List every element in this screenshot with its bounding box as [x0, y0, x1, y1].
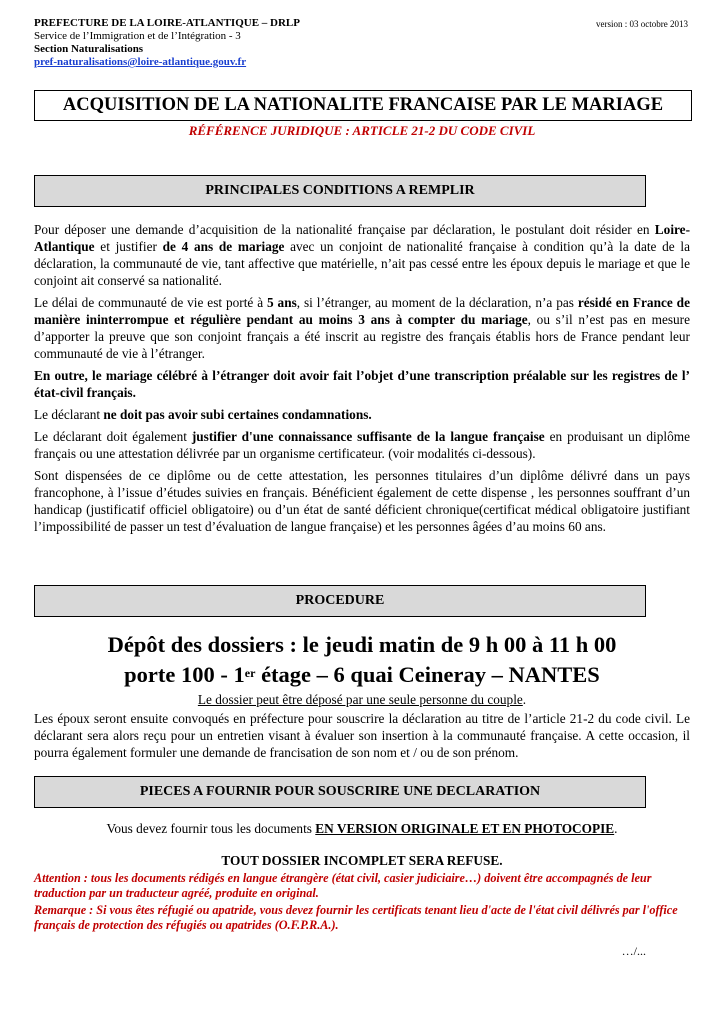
text-run-underlined: Le dossier peut être déposé par une seule personne du couple	[197, 692, 523, 707]
conditions-paragraph	[34, 294, 690, 362]
text-run: et justifier	[94, 239, 163, 254]
pieces-notes	[34, 871, 690, 935]
text-run: .	[522, 692, 527, 707]
text-run: avec un conjoint de nationalité française à condition qu’à la date de la déclaration, la communauté de vie, tant affective que matérielle, n’ait pas cessé entre les époux depuis le mariage et que le conjoint ait conservé sa nationalité.	[34, 239, 690, 288]
section-heading-pieces: PIECES A FOURNIR POUR SOUSCRIRE UNE DECLARATION	[34, 776, 646, 808]
incomplete-warning: TOUT DOSSIER INCOMPLET SERA REFUSE.	[221, 853, 503, 868]
text-run: porte 100 - 1	[124, 662, 245, 687]
conditions-paragraph	[34, 428, 690, 462]
section-heading-procedure: PROCEDURE	[34, 585, 646, 617]
deposit-hours: Dépôt des dossiers : le jeudi matin de 9 h 00 à 11 h 00	[107, 632, 617, 657]
conditions-paragraph	[34, 221, 690, 289]
superscript: er	[244, 666, 256, 680]
header-section: Section Naturalisations	[34, 43, 144, 55]
page-header	[34, 17, 694, 69]
section-heading-conditions: PRINCIPALES CONDITIONS A REMPLIR	[34, 175, 646, 207]
conditions-paragraph: Sont dispensées de ce diplôme ou de cette attestation, les personnes titulaires d’un diplôme délivré dans un pays francophone, à l’issue d’études suivies en français. Bénéficient également de cette dispense , les personnes souffrant d’un handicap (justificatif officiel obligatoire) ou d’un état de santé déficient chronique(certificat médical obligatoire justifiant l’impossibilité de passer un test d’évaluation de langue française) et les personnes âgées d’au moins 60 ans.	[34, 468, 690, 534]
header-email-link[interactable]: pref-naturalisations@loire-atlantique.gouv.fr	[34, 56, 247, 68]
text-run-bold: justifier d'une connaissance suffisante de la langue française	[191, 429, 545, 444]
text-run: Le déclarant doit également	[34, 429, 192, 444]
text-run: Le déclarant	[34, 407, 104, 422]
attention-note: Attention : tous les documents rédigés en langue étrangère (état civil, casier judiciaire…) doivent être accompagnés de leur traduction par un traducteur agréé, produite en original.	[34, 871, 652, 900]
header-org: PREFECTURE DE LA LOIRE-ATLANTIQUE – DRLP	[34, 17, 300, 29]
text-run: en produisant un diplôme français ou une attestation délivrée par un organisme certificateur. (voir modalités ci-dessous).	[34, 429, 690, 461]
text-run: , ou s’il n’est pas en mesure d’apporter la preuve que son conjoint français a été inscrit au registre des français établis hors de France pendant leur communauté de vie à l’étranger.	[34, 312, 690, 361]
conditions-paragraph	[34, 406, 690, 423]
legal-reference: RÉFÉRENCE JURIDIQUE : ARTICLE 21-2 DU CODE CIVIL	[188, 123, 536, 138]
procedure-paragraph: Les époux seront ensuite convoqués en préfecture pour souscrire la déclaration au titre de l’article 21-2 du code civil. Le déclarant sera alors reçu pour un entretien visant à évaluer son insertion à la communauté française. A cette occasion, il pourra également formuler une demande de francisation de son nom et / ou de son prénom.	[34, 711, 690, 760]
deposit-address	[34, 660, 690, 690]
deposit-note	[34, 692, 690, 708]
text-run: étage – 6 quai Ceineray – NANTES	[255, 662, 600, 687]
pieces-intro	[34, 821, 690, 837]
text-run-bold: 5 ans	[267, 295, 297, 310]
text-run: , si l’étranger, au moment de la déclaration, n’a pas	[296, 295, 578, 310]
text-run-bold-underlined: EN VERSION ORIGINALE ET EN PHOTOCOPIE	[315, 821, 615, 836]
text-run-bold: de 4 ans de mariage	[162, 239, 285, 254]
procedure-body	[34, 710, 690, 766]
text-run-bold: résidé en France de manière ininterrompue et régulière pendant au moins 3 ans à compter du mariage	[34, 295, 690, 327]
header-version: version : 03 octobre 2013	[596, 19, 688, 29]
text-run: .	[614, 821, 618, 836]
text-run-bold: ne doit pas avoir subi certaines condamnations.	[103, 407, 372, 422]
text-run: Vous devez fournir tous les documents	[106, 821, 316, 836]
text-run: Le délai de communauté de vie est porté à	[34, 295, 267, 310]
remarque-note: Remarque : Si vous êtes réfugié ou apatride, vous devez fournir les certificats tenant lieu d'acte de l'état civil délivrés par l'office français de protection des réfugiés ou apatrides (O.F.P.R.A.).	[34, 903, 678, 932]
conditions-paragraph: En outre, le mariage célébré à l’étranger doit avoir fait l’objet d’une transcription préalable sur les registres de l’ état-civil français.	[34, 368, 690, 400]
text-run: Pour déposer une demande d’acquisition de la nationalité française par déclaration, le postulant doit résider en	[34, 222, 655, 237]
text-run-bold: Loire-Atlantique	[34, 222, 690, 254]
conditions-body	[34, 221, 690, 540]
document-title: ACQUISITION DE LA NATIONALITE FRANCAISE PAR LE MARIAGE	[34, 90, 692, 121]
header-service: Service de l’Immigration et de l’Intégration - 3	[34, 30, 241, 42]
continued-marker: …/...	[621, 944, 646, 958]
